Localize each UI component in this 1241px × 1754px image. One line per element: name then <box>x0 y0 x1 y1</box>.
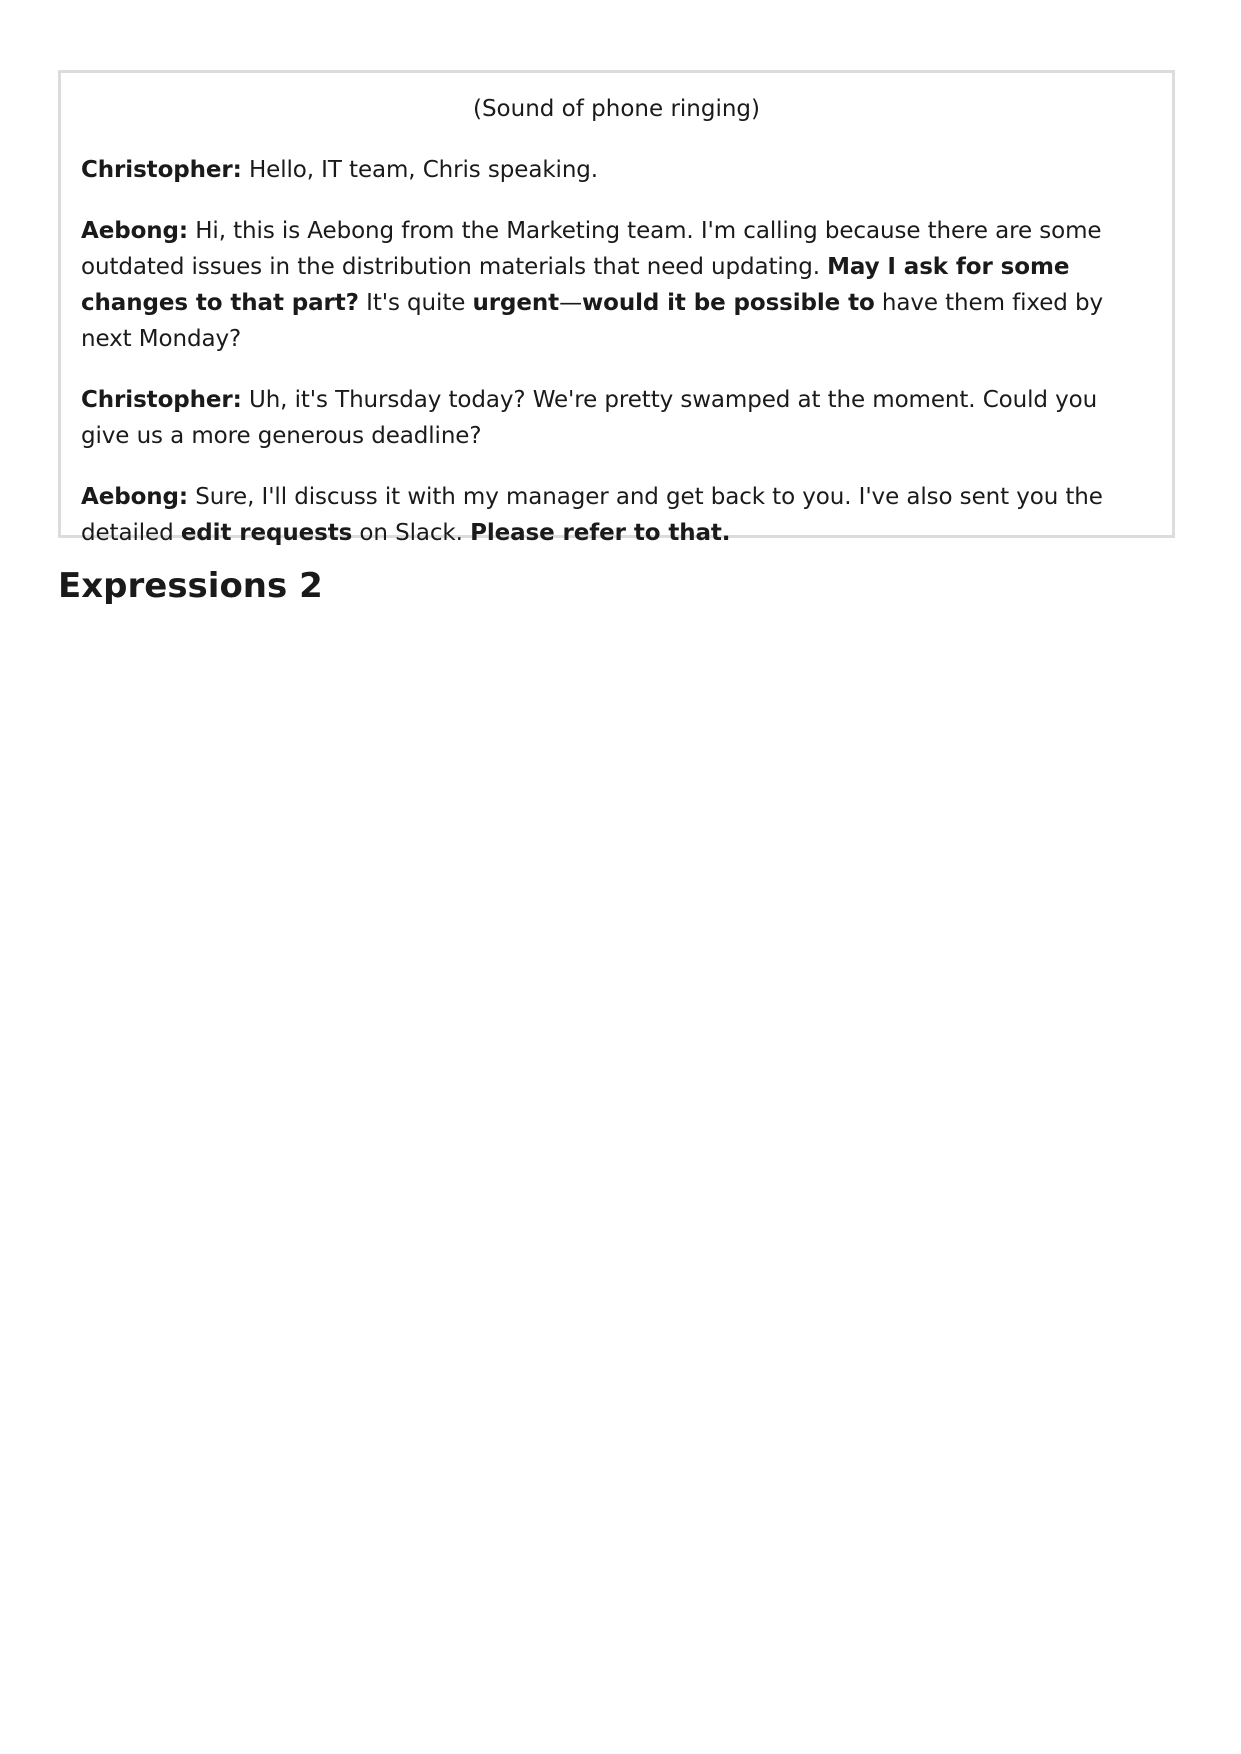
key-expression: edit requests <box>180 520 353 546</box>
speaker-name: Christopher: <box>81 387 242 413</box>
dialogue-text: Sure, I'll discuss it with my manager and get back to you. I've also sent you the detailed <box>81 484 1103 546</box>
key-expression: May I ask for some changes to that part? <box>81 254 1070 316</box>
key-expression: would it be possible to <box>581 290 875 316</box>
dialogue-text: It's quite <box>358 290 473 316</box>
dialogue-line-1 <box>81 152 1152 188</box>
dialogue-text: on Slack. <box>352 520 471 546</box>
key-expression: Please refer to that. <box>470 520 731 546</box>
dialogue-text: Hi, this is Aebong from the Marketing team. I'm calling because there are some outdated issues in the distribution materials that need updating. <box>81 218 1102 280</box>
em-dash: — <box>559 290 582 316</box>
dialogue-line-2 <box>81 213 1152 357</box>
dialogue-line-4 <box>81 479 1152 551</box>
speaker-name: Christopher: <box>81 157 242 183</box>
dialogue-text: Hello, IT team, Chris speaking. <box>241 157 599 183</box>
sound-effect-caption: (Sound of phone ringing) <box>472 96 761 122</box>
key-expression: urgent <box>472 290 560 316</box>
dialogue-line-3 <box>81 382 1152 454</box>
speaker-name: Aebong: <box>81 218 189 244</box>
dialogue-box <box>58 70 1175 546</box>
speaker-name: Aebong: <box>81 484 189 510</box>
dialogue-text: have them fixed by next Monday? <box>81 290 1103 352</box>
section-heading: Expressions 2 <box>58 566 323 606</box>
dialogue-text: Uh, it's Thursday today? We're pretty swamped at the moment. Could you give us a more generous deadline? <box>81 387 1098 449</box>
